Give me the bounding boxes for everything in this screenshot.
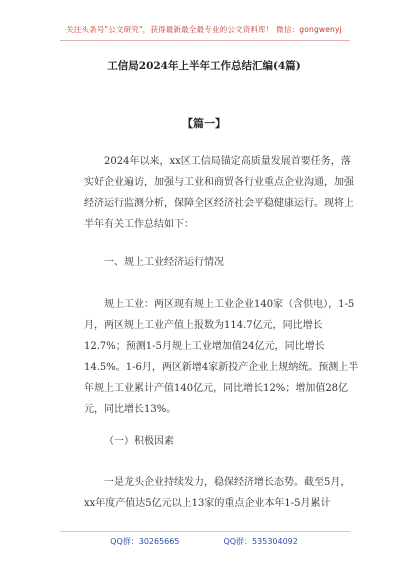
footer-contact bbox=[0, 536, 408, 547]
header-divider bbox=[60, 40, 350, 41]
heading-positive-factors: （一）积极因素 bbox=[104, 436, 174, 447]
section-label: 【篇一】 bbox=[182, 117, 226, 130]
qq-group-2: QQ群：535304092 bbox=[223, 537, 298, 546]
footer-divider bbox=[60, 531, 350, 532]
promo-banner: 关注头条号"公文研究"，获得最新最全最专业的公文资料库！ 微信：gongwenyj bbox=[66, 25, 342, 34]
document-title: 工信局2024年上半年工作总结汇编(4篇) bbox=[107, 60, 301, 72]
leading-enterprises-paragraph: 一是龙头企业持续发力，稳保经济增长态势。截至5月，xx年度产值达5亿元以上13家的重点企业本年1-5月累计 bbox=[84, 477, 351, 509]
intro-paragraph: 2024年以来，xx区工信局锚定高质量发展首要任务，落实好企业遍访，加强与工业和商贸各行业重点企业沟通，加强经济运行监测分析，保障全区经济社会平稳健康运行。现将上半年有关工作总结如下： bbox=[84, 156, 354, 230]
industrial-output-paragraph: 规上工业：两区现有规上工业企业140家（含供电），1-5月，两区规上工业产值上报数为114.7亿元，同比增长12.7%；预测1-5月规上工业增加值24亿元，同比增长14.5%。1-6月，两区新增4家新投产企业上规纳统。预测上半年规上工业累计产值140亿元，同比增长12%；增加值28亿元，同比增长13%。 bbox=[84, 299, 359, 415]
heading-industrial-economy: 一、规上工业经济运行情况 bbox=[104, 257, 224, 268]
qq-group-1: QQ群：30265665 bbox=[110, 537, 180, 546]
